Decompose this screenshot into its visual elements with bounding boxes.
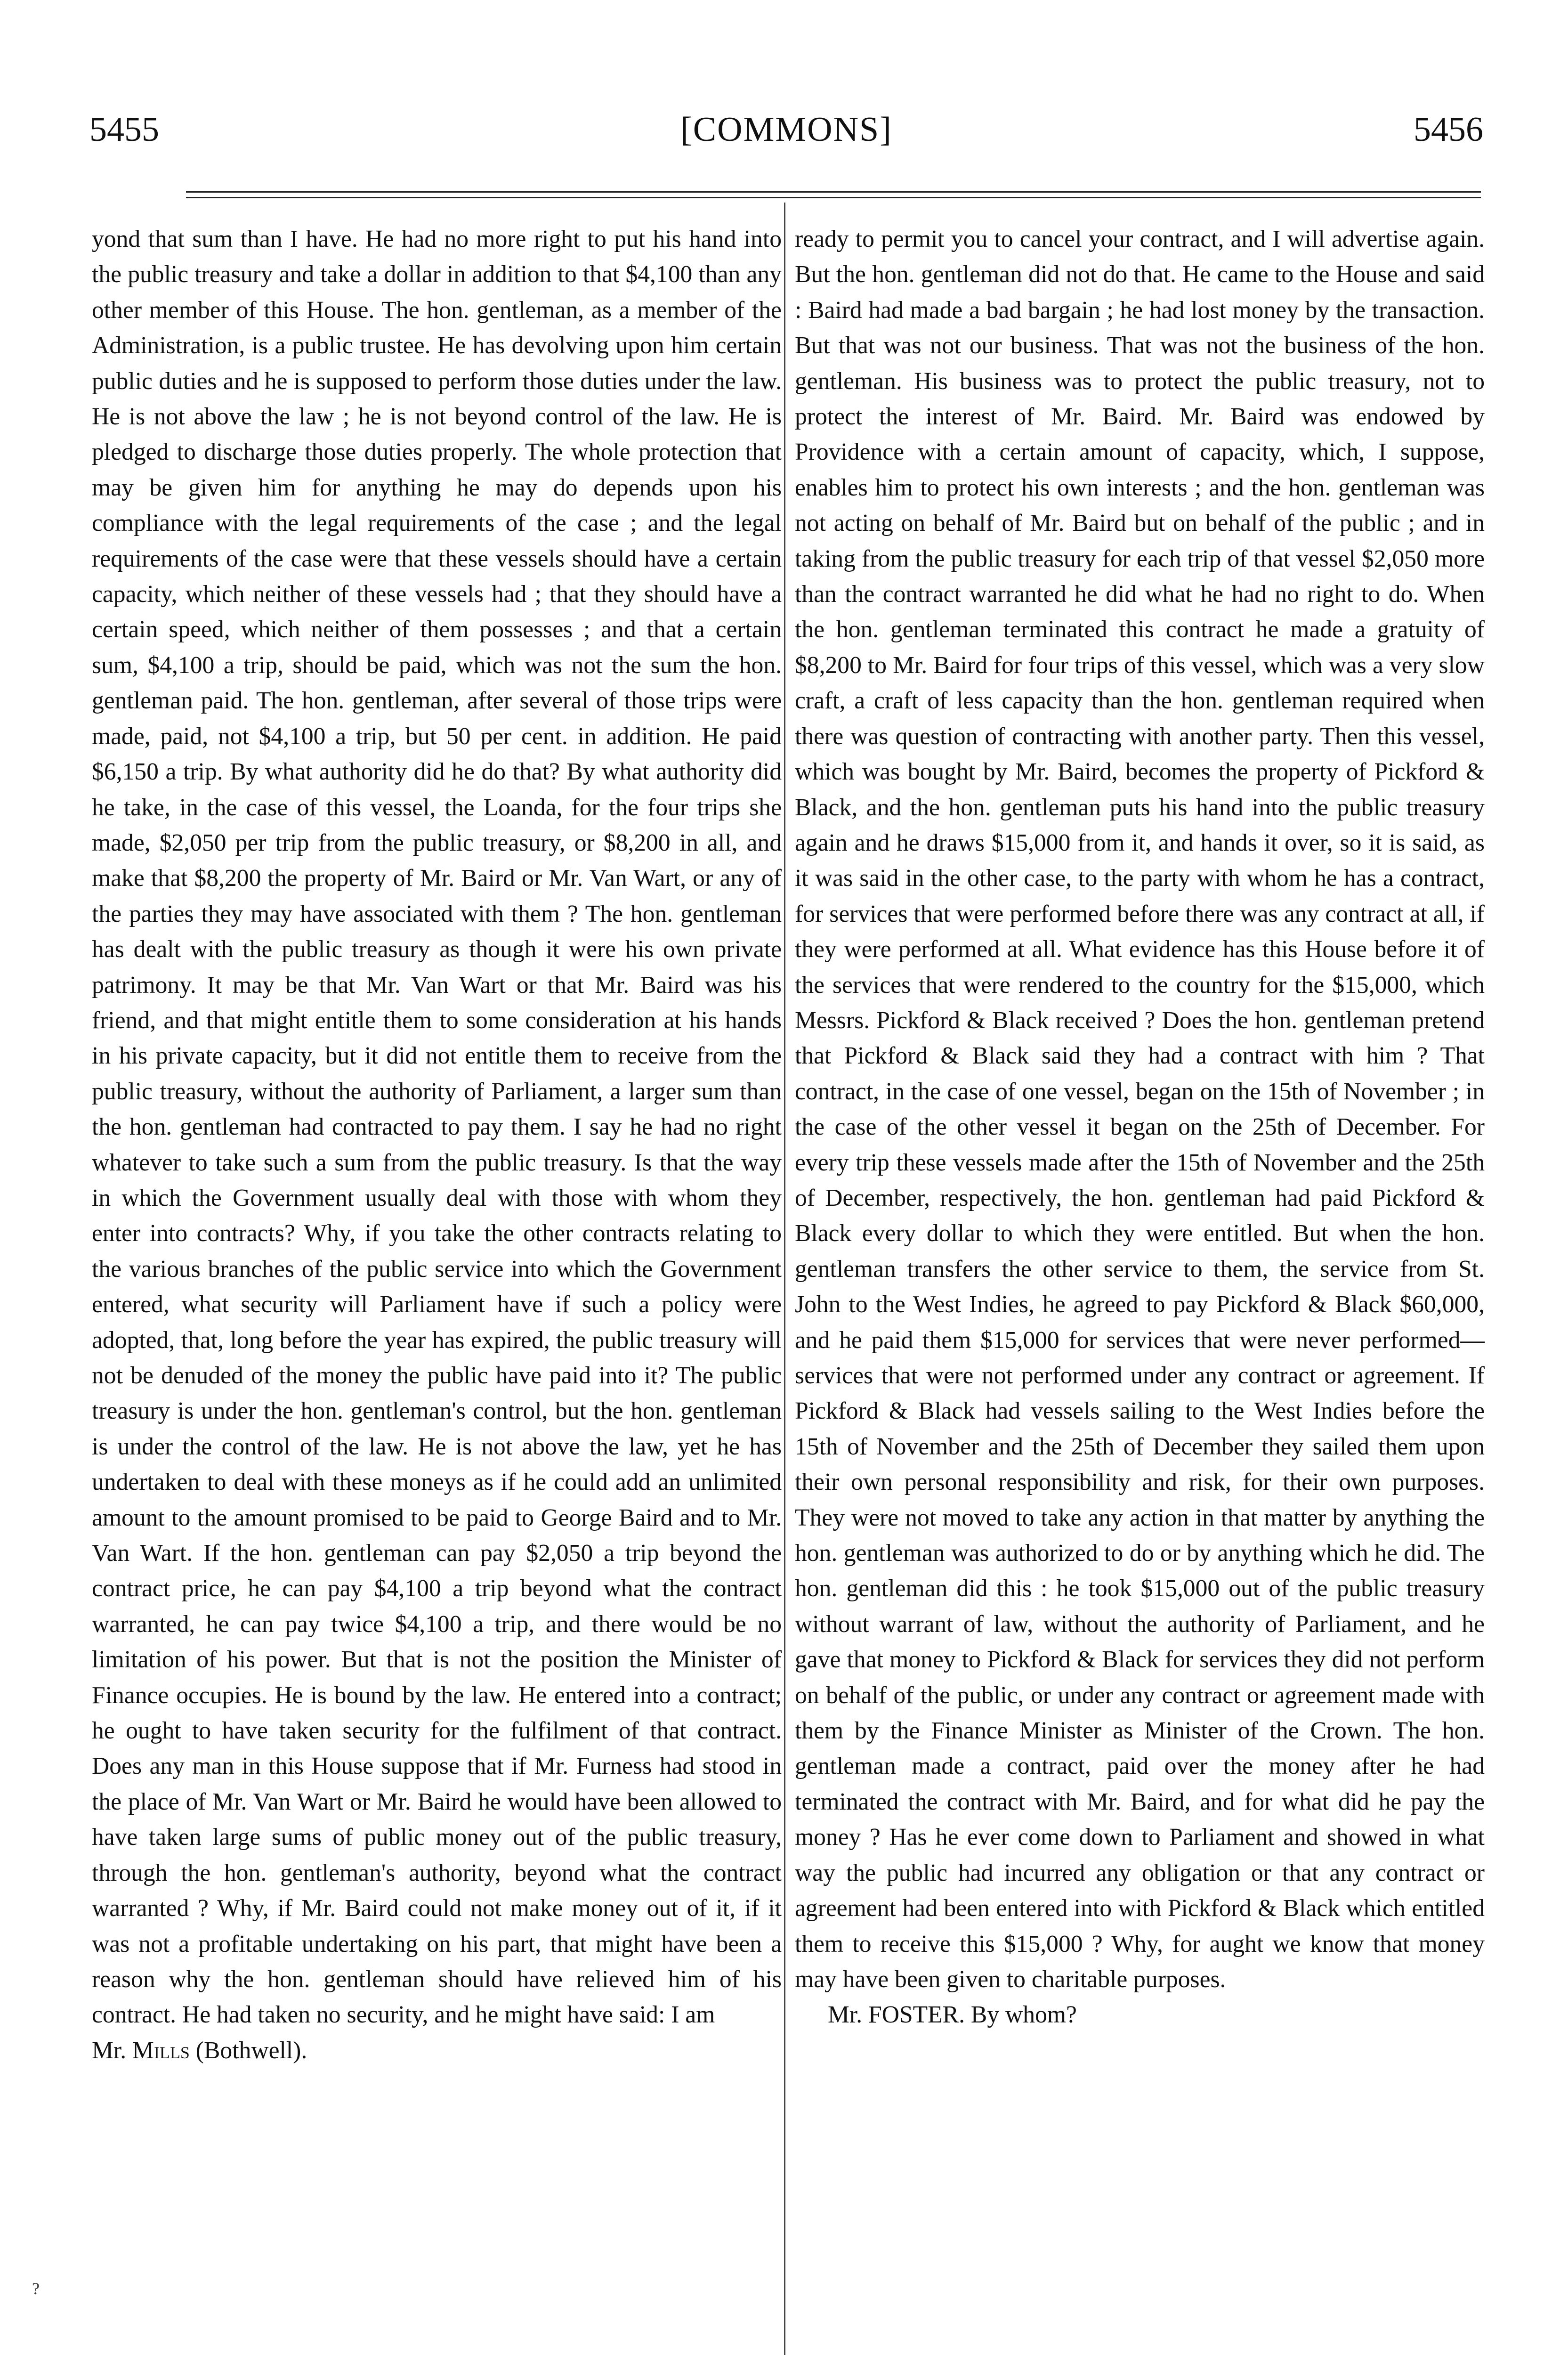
page-title: [COMMONS] [680,110,892,149]
header-rule-bottom [186,197,1481,198]
right-column [795,221,1485,2033]
page-header [89,101,1483,158]
interjection [795,1997,1485,2032]
speaker-riding: (Bothwell). [195,2037,307,2064]
speaker-prefix: Mr. [92,2037,127,2064]
interjection-speaker: Mr. FOSTER. [828,2001,965,2029]
speaker-name: Mills [132,2037,190,2064]
marginal-mark: ? [32,2279,40,2298]
page-number-left: 5455 [89,110,159,149]
header-rule-top [186,191,1481,193]
column-divider [784,203,785,2355]
speaker-attribution [92,2033,782,2068]
left-column-paragraph: yond that sum than I have. He had no more right to put his hand into the public treasury and take a dollar in addition to that $4,100 than any other member of this House. The hon. gentleman, as a member of the Administration, is a public trustee. He has devolving upon him certain public duties and he is supposed to perform those duties under the law. He is not above the law ; he is not beyond control of the law. He is pledged to discharge those duties properly. The whole protection that may be given him for anything he may do depends upon his compliance with the legal requirements of the case ; and the legal requirements of the case were that these vessels should have a certain capacity, which neither of these vessels had ; that they should have a certain speed, which neither of them possesses ; and that a certain sum, $4,100 a trip, should be paid, which was not the sum the hon. gentleman paid. The hon. gentleman, after several of those trips were made, paid, not $4,100 a trip, but 50 per cent. in addition. He paid $6,150 a trip. By what authority did he do that? By what authority did he take, in the case of this vessel, the Loanda, for the four trips she made, $2,050 per trip from the public treasury, or $8,200 in all, and make that $8,200 the property of Mr. Baird or Mr. Van Wart, or any of the parties they may have associated with them ? The hon. gentleman has dealt with the public treasury as though it were his own private patrimony. It may be that Mr. Van Wart or that Mr. Baird was his friend, and that might entitle them to some consideration at his hands in his private capacity, but it did not entitle them to receive from the public treasury, without the authority of Parliament, a larger sum than the hon. gentleman had contracted to pay them. I say he had no right whatever to take such a sum from the public treasury. Is that the way in which the Government usually deal with those with whom they enter into contracts? Why, if you take the other contracts relating to the various branches of the public service into which the Government entered, what security will Parliament have if such a policy were adopted, that, long before the year has expired, the public treasury will not be denuded of the money the public have paid into it? The public treasury is under the hon. gentleman's control, but the hon. gentleman is under the control of the law. He is not above the law, yet he has undertaken to deal with these moneys as if he could add an unlimited amount to the amount promised to be paid to George Baird and to Mr. Van Wart. If the hon. gentleman can pay $2,050 a trip beyond the contract price, he can pay $4,100 a trip beyond what the contract warranted, he can pay twice $4,100 a trip, and there would be no limitation of his power. But that is not the position the Minister of Finance occupies. He is bound by the law. He entered into a contract; he ought to have taken security for the fulfilment of that contract. Does any man in this House suppose that if Mr. Furness had stood in the place of Mr. Van Wart or Mr. Baird he would have been allowed to have taken large sums of public money out of the public treasury, through the hon. gentleman's authority, beyond what the contract warranted ? Why, if Mr. Baird could not make money out of it, if it was not a profitable undertaking on his part, that might have been a reason why the hon. gentleman should have relieved him of his contract. He had taken no security, and he might have said: I am [92,226,782,2029]
interjection-text: By whom? [970,2001,1077,2029]
right-column-paragraph: ready to permit you to cancel your contract, and I will advertise again. But the hon. gentleman did not do that. He came to the House and said : Baird had made a bad bargain ; he had lost money by the transaction. But that was not our business. That was not the business of the hon. gentleman. His business was to protect the public treasury, not to protect the interest of Mr. Baird. Mr. Baird was endowed by Providence with a certain amount of capacity, which, I suppose, enables him to protect his own interests ; and the hon. gentleman was not acting on behalf of Mr. Baird but on behalf of the public ; and in taking from the public treasury for each trip of that vessel $2,050 more than the contract warranted he did what he had no right to do. When the hon. gentleman terminated this contract he made a gratuity of $8,200 to Mr. Baird for four trips of this vessel, which was a very slow craft, a craft of less capacity than the hon. gentleman required when there was question of contracting with another party. Then this vessel, which was bought by Mr. Baird, becomes the property of Pickford & Black, and the hon. gentleman puts his hand into the public treasury again and he draws $15,000 from it, and hands it over, so it is said, as it was said in the other case, to the party with whom he has a contract, for services that were performed before there was any contract at all, if they were performed at all. What evidence has this House before it of the services that were rendered to the country for the $15,000, which Messrs. Pickford & Black received ? Does the hon. gentleman pretend that Pickford & Black said they had a contract with him ? That contract, in the case of one vessel, began on the 15th of November ; in the case of the other vessel it began on the 25th of December. For every trip these vessels made after the 15th of November and the 25th of December, respectively, the hon. gentleman had paid Pickford & Black every dollar to which they were entitled. But when the hon. gentleman transfers the other service to them, the service from St. John to the West Indies, he agreed to pay Pickford & Black $60,000, and he paid them $15,000 for services that were never performed—services that were not performed under any contract or agreement. If Pickford & Black had vessels sailing to the West Indies before the 15th of November and the 25th of December they sailed them upon their own personal responsibility and risk, for their own purposes. They were not moved to take any action in that matter by anything the hon. gentleman was authorized to do or by anything which he did. The hon. gentleman did this : he took $15,000 out of the public treasury without warrant of law, without the authority of Parliament, and he gave that money to Pickford & Black for services they did not perform on behalf of the public, or under any contract or agreement made with them by the Finance Minister as Minister of the Crown. The hon. gentleman made a contract, paid over the money after he had terminated the contract with Mr. Baird, and for what did he pay the money ? Has he ever come down to Parliament and showed in what way the public had incurred any obligation or that any contract or agreement had been entered into with Pickford & Black which entitled them to receive this $15,000 ? Why, for aught we know that money may have been given to charitable purposes. [795,226,1485,1993]
left-column [92,221,782,2068]
page-number-right: 5456 [1414,110,1483,149]
